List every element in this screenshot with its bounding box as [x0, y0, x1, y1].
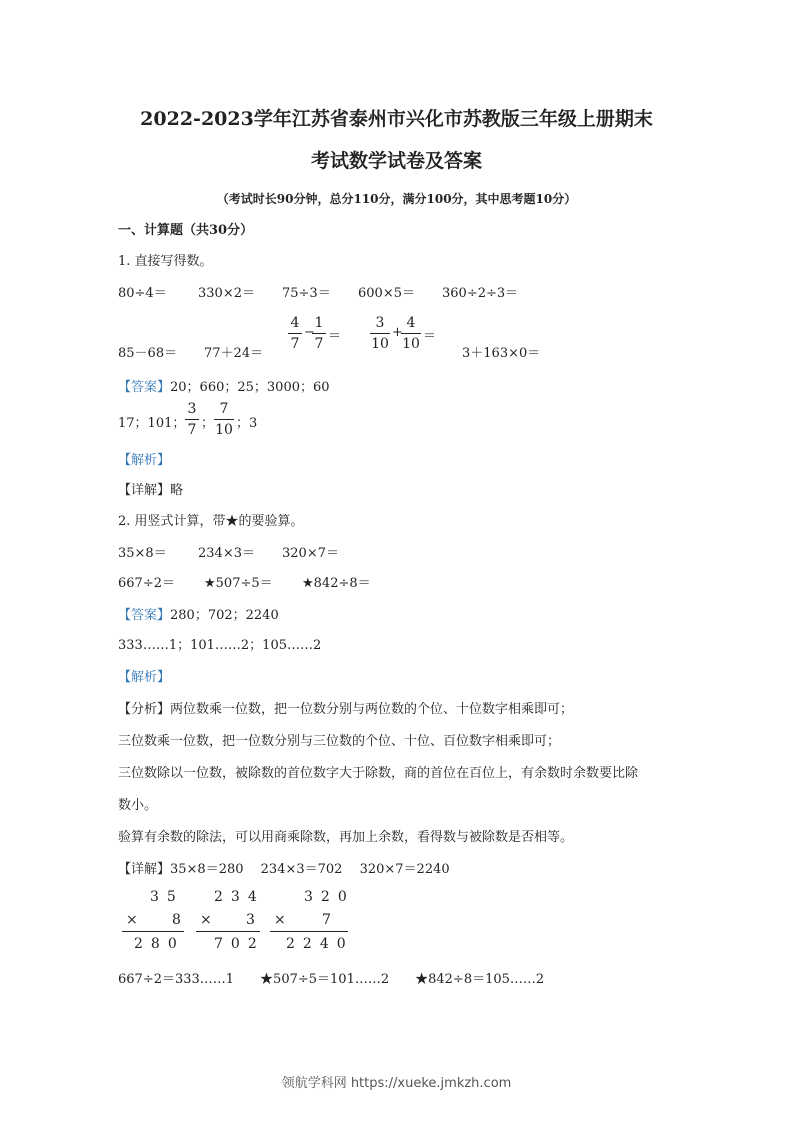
- q1-item: 75÷3＝: [282, 286, 331, 301]
- answer-prefix: 17；101；: [118, 416, 186, 431]
- vertical-operator: ×: [274, 912, 294, 928]
- analysis-tag: 【解析】: [118, 453, 171, 468]
- equals-sign: ＝: [328, 329, 342, 344]
- numerator: 7: [219, 401, 229, 417]
- denominator: 10: [371, 336, 389, 352]
- denominator: 10: [402, 336, 420, 352]
- vertical-top-number: 320: [304, 889, 355, 905]
- q1-item: 3＋163×0＝: [462, 346, 541, 361]
- answer-line: [118, 376, 330, 395]
- page-title-line2: 考试数学试卷及答案: [310, 150, 482, 172]
- q1-item: 360÷2÷3＝: [442, 286, 519, 301]
- exam-note: （考试时长90分钟，总分110分，满分100分，其中思考题10分）: [216, 192, 577, 206]
- minus-sign: −: [304, 325, 315, 340]
- vertical-result: 702: [214, 936, 265, 952]
- denominator: 7: [314, 336, 324, 352]
- fraction: [401, 314, 421, 353]
- separator: ；: [201, 416, 215, 431]
- fraction-bar: [312, 333, 326, 334]
- q2-item: ★507÷5＝: [204, 576, 273, 591]
- vertical-result: 2240: [286, 936, 354, 952]
- analysis-line: 【分析】两位数乘一位数，把一位数分别与两位数的个位、十位数字相乘即可；: [118, 702, 574, 717]
- denominator: 10: [215, 422, 233, 438]
- fraction-bar: [185, 419, 199, 420]
- analysis-line: 验算有余数的除法，可以用商乘除数，再加上余数，看得数与被除数是否相等。: [118, 830, 574, 845]
- q1-item: 600×5＝: [358, 286, 415, 301]
- division-results: 667÷2＝333……1 ★507÷5＝101……2 ★842÷8＝105……2: [118, 972, 545, 987]
- denominator: 7: [290, 336, 300, 352]
- numerator: 4: [406, 315, 416, 331]
- vertical-operator: ×: [126, 912, 146, 928]
- analysis-tag: 【解析】: [118, 670, 171, 685]
- question-1-prompt: 1. 直接写得数。: [118, 254, 213, 269]
- detail-line: 【详解】35×8＝280 234×3＝702 320×7＝2240: [118, 862, 450, 877]
- detail-text: 【详解】略: [118, 483, 184, 498]
- vertical-bottom-number: 3: [246, 912, 263, 928]
- fraction: [370, 314, 390, 353]
- fraction: [312, 314, 326, 353]
- plus-sign: +: [392, 325, 403, 340]
- numerator: 3: [187, 401, 197, 417]
- equals-sign: ＝: [423, 329, 437, 344]
- answer-tag: 【答案】: [118, 608, 171, 623]
- analysis-line: 三位数除以一位数，被除数的首位数字大于除数，商的首位在百位上，有余数时余数要比除: [118, 766, 639, 781]
- vertical-divider-line: [270, 931, 348, 932]
- q2-item: 320×7＝: [282, 546, 339, 561]
- vertical-bottom-number: 7: [322, 912, 339, 928]
- answer-suffix: ；3: [236, 416, 258, 431]
- answer-fraction: [214, 400, 234, 439]
- question-2-prompt: 2. 用竖式计算，带★的要验算。: [118, 514, 304, 529]
- page-title: 2022-2023学年江苏省泰州市兴化市苏教版三年级上册期末: [140, 108, 653, 130]
- fraction-bar: [214, 419, 234, 420]
- fraction-bar: [370, 333, 390, 334]
- fraction-bar: [401, 333, 421, 334]
- vertical-operator: ×: [200, 912, 220, 928]
- footer-watermark: 领航学科网 https://xueke.jmkzh.com: [281, 1076, 512, 1091]
- q2-item: 234×3＝: [198, 546, 255, 561]
- q2-item: 667÷2＝: [118, 576, 175, 591]
- q1-item: 330×2＝: [198, 286, 255, 301]
- numerator: 1: [314, 315, 324, 331]
- vertical-bottom-number: 8: [172, 912, 189, 928]
- answer-line: [118, 604, 279, 623]
- vertical-top-number: 35: [150, 889, 184, 905]
- analysis-line: 数小。: [118, 798, 158, 813]
- fraction-bar: [288, 333, 302, 334]
- answer-text: 280；702；2240: [170, 608, 279, 623]
- numerator: 3: [375, 315, 385, 331]
- vertical-divider-line: [122, 931, 184, 932]
- answer-tag: 【答案】: [118, 380, 171, 395]
- section-heading: 一、计算题（共30分）: [118, 223, 254, 238]
- answer-text-2: 333……1；101……2；105……2: [118, 638, 322, 653]
- vertical-divider-line: [196, 931, 260, 932]
- q1-item: 77＋24＝: [204, 346, 264, 361]
- denominator: 7: [187, 422, 197, 438]
- q2-item: 35×8＝: [118, 546, 167, 561]
- numerator: 4: [290, 315, 300, 331]
- vertical-result: 280: [134, 936, 185, 952]
- analysis-line: 三位数乘一位数，把一位数分别与三位数的个位、十位、百位数字相乘即可；: [118, 734, 561, 749]
- fraction: [288, 314, 302, 353]
- q1-item: 85－68＝: [118, 346, 178, 361]
- q2-item: ★842÷8＝: [302, 576, 371, 591]
- q1-item: 80÷4＝: [118, 286, 167, 301]
- vertical-top-number: 234: [214, 889, 265, 905]
- answer-text: 20；660；25；3000；60: [170, 380, 330, 395]
- answer-fraction: [185, 400, 199, 439]
